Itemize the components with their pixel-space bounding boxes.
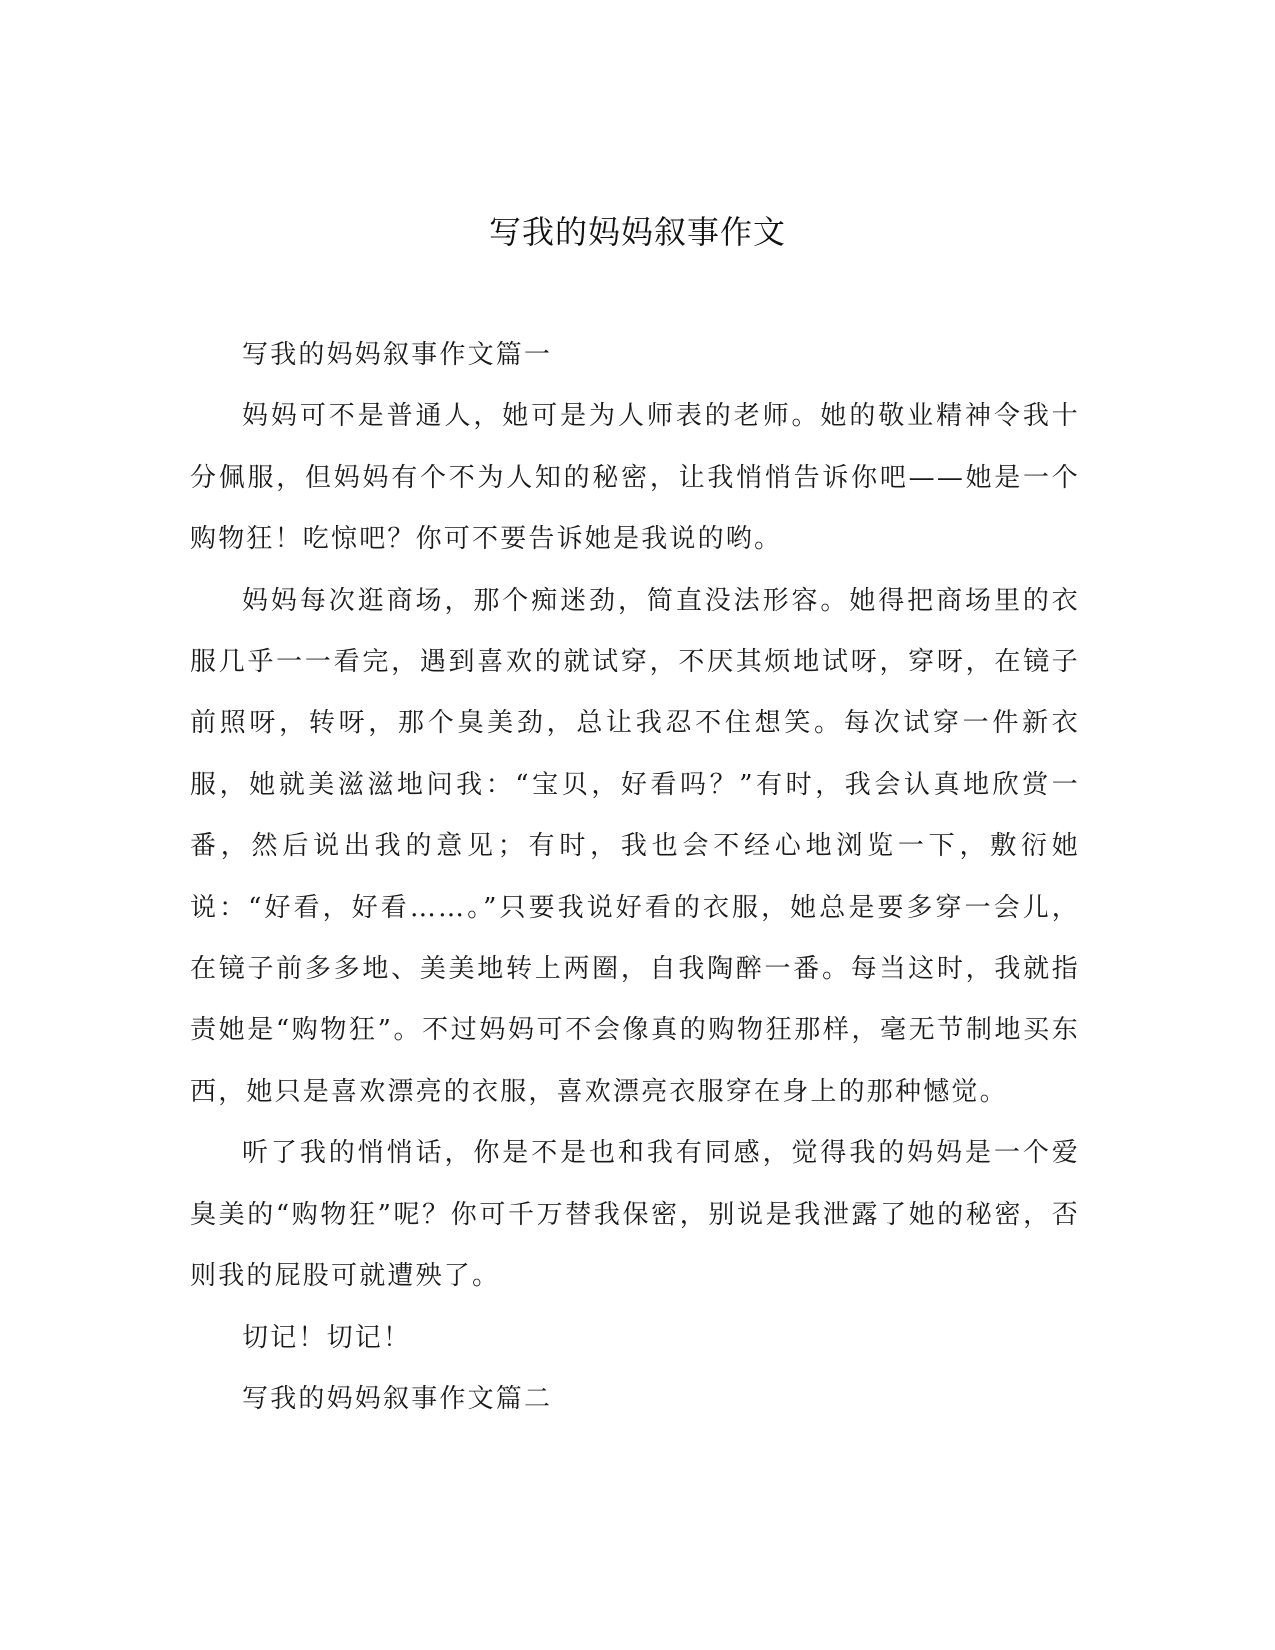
paragraph: 听了我的悄悄话，你是不是也和我有同感，觉得我的妈妈是一个爱臭美的“购物狂”呢？你可千万替我保密，别说是我泄露了她的秘密，否则我的屁股可就遭殃了。 (190, 1138, 1080, 1292)
paragraph: 切记！切记！ (242, 1322, 412, 1353)
section-heading-two: 写我的妈妈叙事作文篇二 (242, 1383, 553, 1414)
paragraph: 妈妈可不是普通人，她可是为人师表的老师。她的敬业精神令我十分佩服，但妈妈有个不为人知的秘密，让我悄悄告诉你吧——她是一个购物狂！吃惊吧？你可不要告诉她是我说的哟。 (190, 401, 1080, 555)
document-body (190, 325, 1080, 1430)
paragraph: 妈妈每次逛商场，那个痴迷劲，简直没法形容。她得把商场里的衣服几乎一一看完，遇到喜欢的就试穿，不厌其烦地试呀，穿呀，在镜子前照呀，转呀，那个臭美劲，总让我忍不住想笑。每次试穿一件新衣服，她就美滋滋地问我：“宝贝，好看吗？”有时，我会认真地欣赏一番，然后说出我的意见；有时，我也会不经心地浏览一下，敷衍她说：“好看，好看……。”只要我说好看的衣服，她总是要多穿一会儿，在镜子前多多地、美美地转上两圈，自我陶醉一番。每当这时，我就指责她是“购物狂”。不过妈妈可不会像真的购物狂那样，毫无节制地买东西，她只是喜欢漂亮的衣服，喜欢漂亮衣服穿在身上的那种憾觉。 (190, 585, 1080, 1107)
document-title: 写我的妈妈叙事作文 (488, 213, 786, 251)
section-heading-one: 写我的妈妈叙事作文篇一 (242, 340, 553, 370)
